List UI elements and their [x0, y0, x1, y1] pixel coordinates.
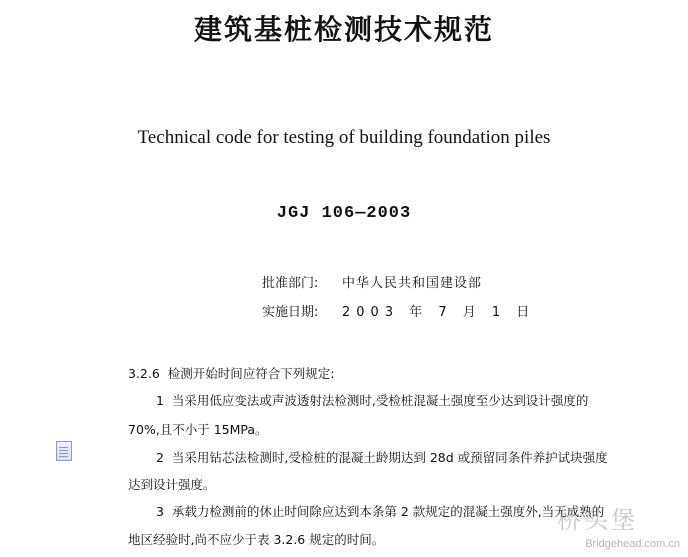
clause-item-3-line1 [156, 502, 604, 520]
document-title-chinese: 建筑基桩检测技术规范 [193, 13, 494, 46]
clause-item-2-line1 [156, 448, 608, 466]
clause-item-1-line2: 70%,且不小于 15MPa。 [128, 422, 268, 437]
clause-number: 3.2.6 [128, 366, 160, 381]
approver-row [262, 272, 482, 291]
clause-item-3-line2: 地区经验时,尚不应少于表 3.2.6 规定的时间。 [128, 532, 385, 547]
date-value: 2003 年 7 月 1 日 [342, 305, 536, 320]
clause-item-2-line2: 达到设计强度。 [128, 477, 216, 492]
date-label: 实施日期: [262, 305, 319, 320]
standard-code: JGJ 106—2003 [276, 204, 412, 223]
clause-heading [128, 364, 334, 382]
document-icon[interactable] [56, 441, 72, 461]
item-text: 当采用钻芯法检测时,受检桩的混凝土龄期达到 28d 或预留同条件养护试块强度 [171, 450, 608, 465]
approver-value: 中华人民共和国建设部 [342, 276, 483, 291]
item-number: 3 [156, 504, 164, 519]
clause-heading-text: 检测开始时间应符合下列规定: [167, 366, 335, 381]
item-number: 1 [156, 393, 164, 408]
item-number: 2 [156, 450, 164, 465]
item-text: 当采用低应变法或声波透射法检测时,受检桩混凝土强度至少达到设计强度的 [171, 393, 589, 408]
item-text: 承载力检测前的休止时间除应达到本条第 2 款规定的混凝土强度外,当无成熟的 [171, 504, 605, 519]
watermark-logo: 桥头堡 [557, 506, 638, 534]
approver-label: 批准部门: [262, 276, 319, 291]
implementation-date-row [262, 301, 535, 320]
document-title-english: Technical code for testing of building foundation piles [137, 127, 551, 148]
clause-item-1-line1 [156, 391, 588, 409]
watermark-url: Bridgehead.com.cn [585, 538, 680, 550]
